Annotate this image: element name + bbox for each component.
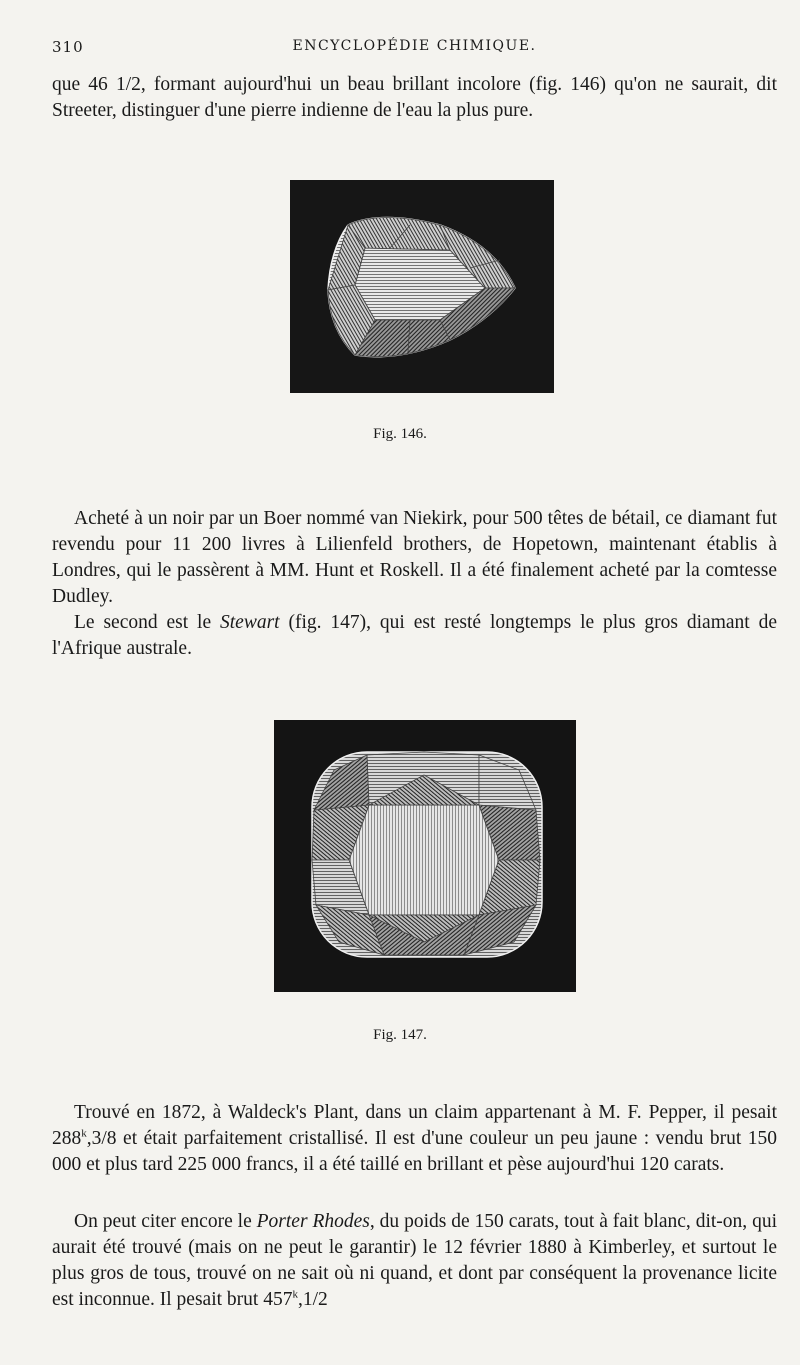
- page-header: [52, 38, 777, 62]
- running-title: ENCYCLOPÉDIE CHIMIQUE.: [292, 38, 537, 54]
- paragraph-stewart-text-2: (fig. 147), qui est resté longtemps le plus gros diamant de l'Afrique australe.: [52, 612, 777, 659]
- paragraph-found-1872-text-2: ,3/8 et était parfaitement cristallisé. Il est d'une couleur un peu jaune : vendu brut 150 000 et plus tard 225 000 francs, il a été taillé en brillant et pèse aujourd'hui 120 carats.: [52, 1128, 777, 1175]
- paragraph-van-niekirk: Acheté à un noir par un Boer nommé van Niekirk, pour 500 têtes de bétail, ce diamant fut revendu pour 11 200 livres à Lilienfeld brothers, de Hopetown, maintenant établis à Londres, qui le passèrent à MM. Hunt et Roskell. Il a été finalement acheté par la comtesse Dudley.: [52, 508, 777, 607]
- page-number: 310: [52, 38, 84, 56]
- paragraph-porter-rhodes-text-1: On peut citer encore le: [74, 1211, 257, 1232]
- paragraph-found-1872: [52, 1100, 777, 1178]
- figure-147-diamond-illustration: [274, 720, 576, 992]
- paragraph-porter-rhodes-text-3: ,1/2: [297, 1289, 328, 1310]
- paragraph-porter-rhodes-text-2: , du poids de 150 carats, tout à fait blanc, dit-on, qui aurait été trouvé (mais on ne peut le garantir) le 12 février 1880 à Kimberley, et surtout le plus gros de tous, trouvé on ne sait où ni quand, et dont par conséquent la provenance licite est inconnue. Il pesait brut 457: [52, 1211, 777, 1310]
- paragraph-stewart-text-1: Le second est le: [74, 612, 220, 633]
- weight-unit-superscript: k: [81, 1127, 87, 1140]
- paragraph-porter-rhodes: [52, 1209, 777, 1313]
- figure-146-caption: Fig. 146.: [373, 426, 427, 442]
- paragraph-stewart: [52, 610, 777, 662]
- weight-unit-superscript-2: k: [292, 1288, 298, 1301]
- paragraph-found-1872-text-1: Trouvé en 1872, à Waldeck's Plant, dans un claim appartenant à M. F. Pepper, il pesait 288: [52, 1102, 777, 1149]
- stewart-name: Stewart: [220, 612, 280, 633]
- figure-147-caption: Fig. 147.: [373, 1027, 427, 1043]
- figure-146-diamond-illustration: [290, 180, 554, 393]
- porter-rhodes-name: Porter Rhodes: [256, 1211, 370, 1232]
- paragraph-continuation: que 46 1/2, formant aujourd'hui un beau brillant incolore (fig. 146) qu'on ne saurait, dit Streeter, distinguer d'une pierre indienne de l'eau la plus pure.: [52, 74, 777, 121]
